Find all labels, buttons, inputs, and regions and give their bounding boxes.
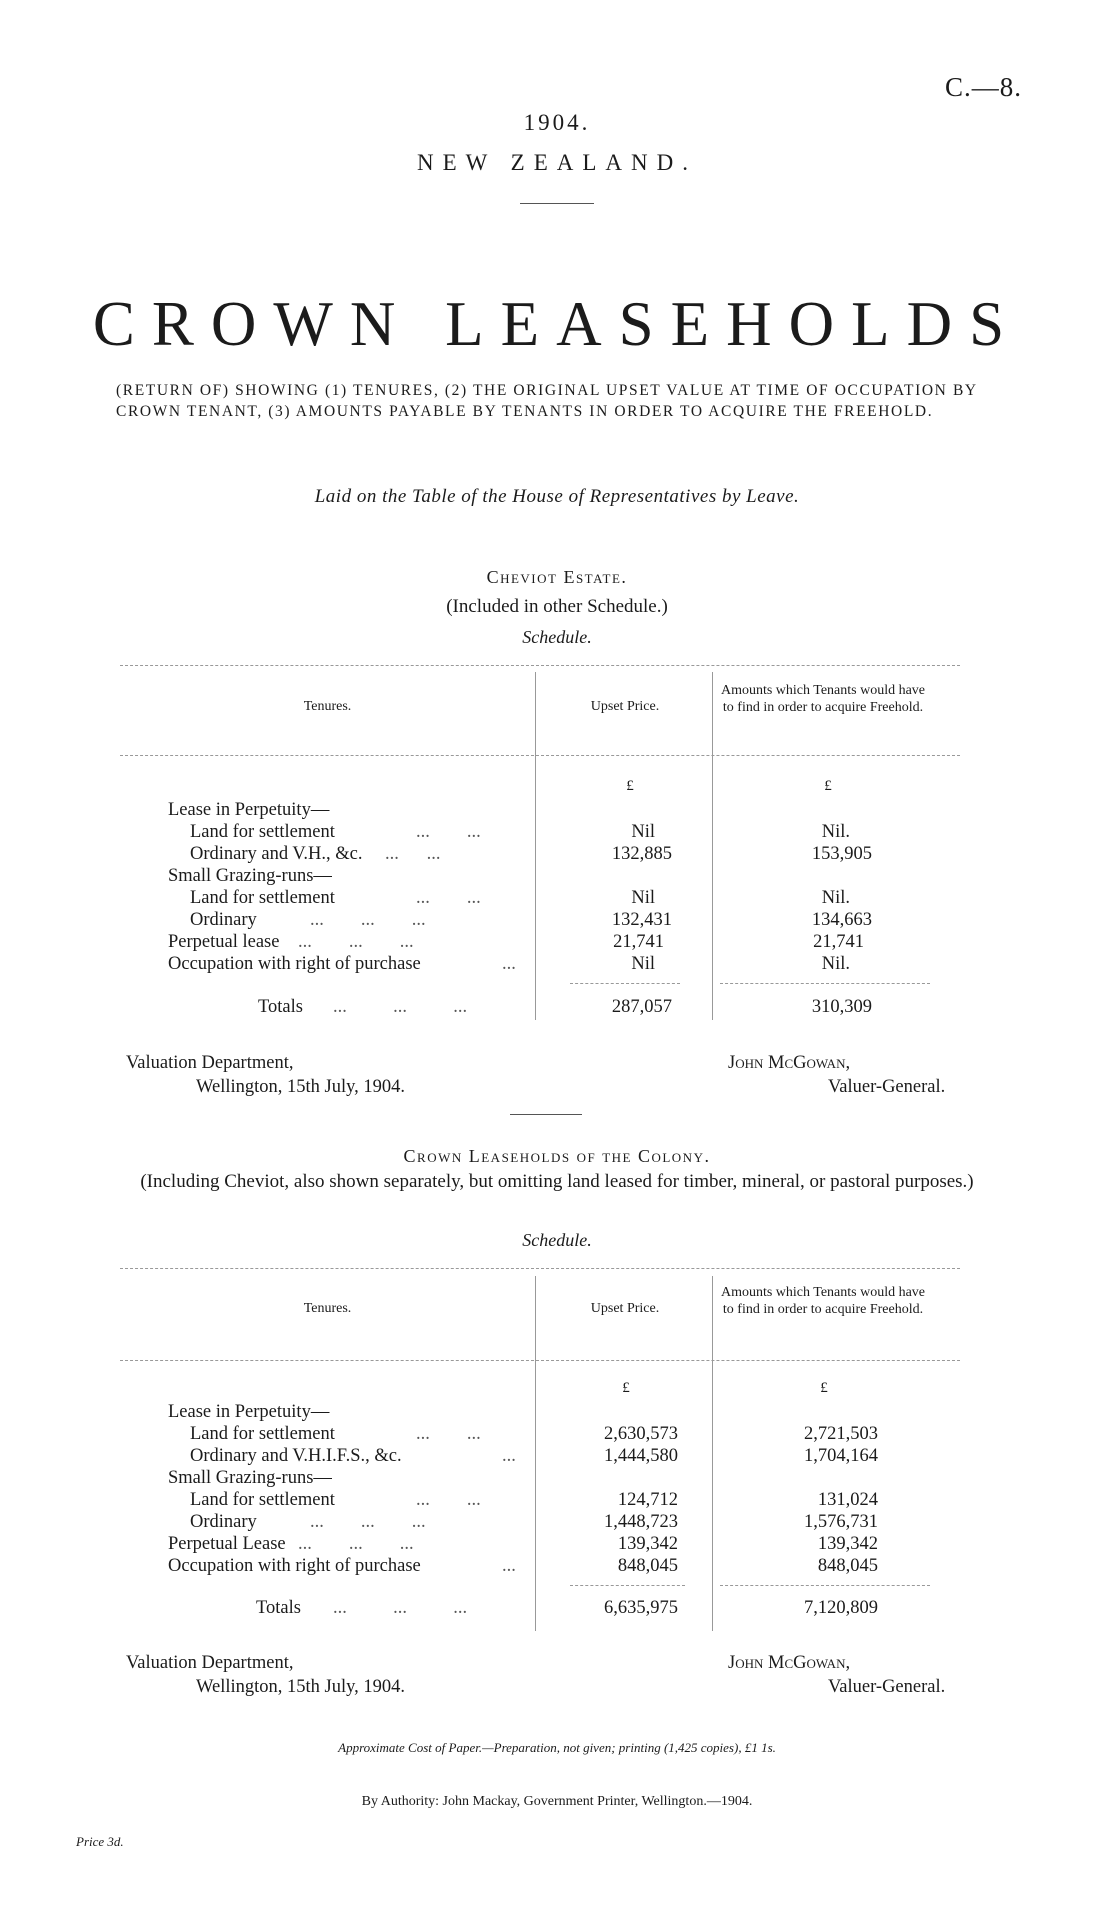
table-cell-amount: 131,024 (817, 1490, 878, 1510)
table-cell-upset: 1,444,580 (604, 1446, 678, 1466)
table-cell-amount: 2,721,503 (804, 1424, 878, 1444)
divider (520, 203, 594, 204)
section-heading: Cheviot Estate. (486, 567, 628, 587)
totals-rule (570, 1585, 685, 1587)
signoff-place-date: Wellington, 15th July, 1904. (196, 1077, 406, 1097)
totals-rule (570, 983, 680, 985)
leader-dots: ... ... (416, 1490, 481, 1510)
totals-label: Totals (256, 1598, 301, 1618)
totals-rule (720, 1585, 930, 1587)
table-cell-amount: 153,905 (811, 844, 872, 864)
table-cell-amount: 134,663 (811, 910, 872, 930)
table-cell-upset: 124,712 (617, 1490, 678, 1510)
table-row-label: Lease in Perpetuity— (168, 800, 330, 820)
column-header-tenures: Tenures. (303, 1301, 352, 1316)
totals-amount: 7,120,809 (804, 1598, 878, 1618)
leader-dots: ... ... (385, 844, 441, 864)
table-cell-amount: 21,741 (813, 932, 864, 952)
column-header-upset: Upset Price. (590, 1301, 660, 1316)
table-row-label: Perpetual Lease (168, 1534, 286, 1554)
table-top-rule (120, 665, 960, 667)
schedule-label: Schedule. (522, 627, 592, 647)
schedule-label: Schedule. (522, 1230, 592, 1250)
leader-dots: ... ... ... (298, 932, 414, 952)
column-header-amounts: Amounts which Tenants would have to find in order to acquire Freehold. (720, 1285, 926, 1317)
totals-rule (720, 983, 930, 985)
pound-sign: £ (824, 778, 832, 794)
pound-sign: £ (622, 1380, 630, 1396)
table-cell-amount: 1,704,164 (804, 1446, 878, 1466)
table-row-label: Land for settlement (190, 1490, 335, 1510)
cost-note: Approximate Cost of Paper.—Preparation, not given; printing (1,425 copies), £1 1s. (338, 1740, 776, 1755)
table-row-label: Ordinary and V.H., &c. (190, 844, 363, 864)
table-row-label: Land for settlement (190, 1424, 335, 1444)
table-row-label: Ordinary (190, 910, 257, 930)
signoff-department: Valuation Department, (126, 1653, 294, 1673)
totals-upset: 6,635,975 (604, 1598, 678, 1618)
table-row-label: Occupation with right of purchase (168, 954, 421, 974)
leader-dots: ... ... ... (333, 997, 468, 1017)
table-row-label: Small Grazing-runs— (168, 1468, 332, 1488)
document-title: CROWN LEASEHOLDS (92, 289, 1022, 359)
table-cell-upset: Nil (631, 822, 655, 842)
leader-dots: ... (502, 1556, 516, 1576)
leader-dots: ... ... ... (310, 910, 426, 930)
table-row-label: Perpetual lease (168, 932, 280, 952)
signoff-name: John McGowan, (728, 1053, 851, 1073)
price-note: Price 3d. (76, 1834, 124, 1849)
table-cell-amount: 1,576,731 (804, 1512, 878, 1532)
table-cell-upset: 2,630,573 (604, 1424, 678, 1444)
signoff-name: John McGowan, (728, 1653, 851, 1673)
leader-dots: ... (502, 954, 516, 974)
signoff-role: Valuer-General. (828, 1677, 946, 1697)
totals-upset: 287,057 (611, 997, 672, 1017)
header-rule (120, 1360, 960, 1362)
table-cell-amount: 139,342 (817, 1534, 878, 1554)
leader-dots: ... ... ... (333, 1598, 468, 1618)
pound-sign: £ (626, 778, 634, 794)
table-cell-upset: Nil (631, 954, 655, 974)
year-heading: 1904. (523, 110, 591, 135)
column-header-upset: Upset Price. (590, 699, 660, 714)
leader-dots: ... ... ... (298, 1534, 414, 1554)
signoff-role: Valuer-General. (828, 1077, 946, 1097)
laid-on-table-note: Laid on the Table of the House of Representatives by Leave. (314, 486, 800, 507)
section-heading: Crown Leaseholds of the Colony. (403, 1146, 711, 1166)
leader-dots: ... ... (416, 822, 481, 842)
table-row-label: Ordinary and V.H.I.F.S., &c. (190, 1446, 402, 1466)
column-header-tenures: Tenures. (303, 699, 352, 714)
table-cell-amount: Nil. (821, 822, 850, 842)
column-divider (535, 672, 536, 1020)
pound-sign: £ (820, 1380, 828, 1396)
header-rule (120, 755, 960, 757)
paper-code: C.—8. (944, 72, 1022, 102)
table-cell-upset: 132,431 (611, 910, 672, 930)
leader-dots: ... ... (416, 888, 481, 908)
table-cell-upset: 21,741 (613, 932, 664, 952)
leader-dots: ... ... (416, 1424, 481, 1444)
divider (510, 1114, 582, 1115)
section-subheading: (Including Cheviot, also shown separately, but omitting land leased for timber, mineral, or pastoral purposes.) (140, 1171, 974, 1192)
table-cell-amount: Nil. (821, 888, 850, 908)
table-cell-upset: 139,342 (617, 1534, 678, 1554)
table-cell-upset: 132,885 (611, 844, 672, 864)
totals-amount: 310,309 (811, 997, 872, 1017)
table-row-label: Land for settlement (190, 888, 335, 908)
leader-dots: ... ... ... (310, 1512, 426, 1532)
column-divider (712, 1276, 713, 1631)
country-heading: NEW ZEALAND. (416, 150, 698, 175)
document-subtitle: (RETURN OF) SHOWING (1) TENURES, (2) THE ORIGINAL UPSET VALUE AT TIME OF OCCUPATION BY CROWN TENANT, (3) AMOUNTS PAYABLE BY TENANTS IN ORDER TO ACQUIRE THE FREEHOLD. (116, 382, 978, 420)
table-row-label: Ordinary (190, 1512, 257, 1532)
table-row-label: Land for settlement (190, 822, 335, 842)
leader-dots: ... (502, 1446, 516, 1466)
column-header-amounts: Amounts which Tenants would have to find in order to acquire Freehold. (720, 683, 926, 715)
table-cell-upset: Nil (631, 888, 655, 908)
column-divider (712, 672, 713, 1020)
printer-authority: By Authority: John Mackay, Government Printer, Wellington.—1904. (361, 1794, 753, 1809)
table-top-rule (120, 1268, 960, 1270)
signoff-department: Valuation Department, (126, 1053, 294, 1073)
table-cell-upset: 848,045 (617, 1556, 678, 1576)
totals-label: Totals (258, 997, 303, 1017)
table-row-label: Lease in Perpetuity— (168, 1402, 330, 1422)
table-cell-upset: 1,448,723 (604, 1512, 678, 1532)
table-cell-amount: Nil. (821, 954, 850, 974)
table-row-label: Occupation with right of purchase (168, 1556, 421, 1576)
signoff-place-date: Wellington, 15th July, 1904. (196, 1677, 406, 1697)
column-divider (535, 1276, 536, 1631)
section-subheading: (Included in other Schedule.) (446, 596, 668, 617)
table-row-label: Small Grazing-runs— (168, 866, 332, 886)
table-cell-amount: 848,045 (817, 1556, 878, 1576)
